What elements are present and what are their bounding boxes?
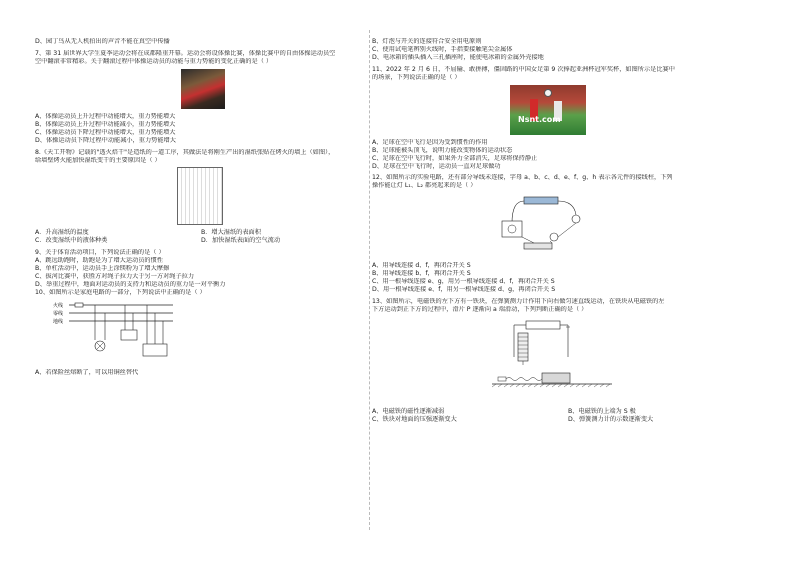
q13-option-c: C、铁块对地面的压强逐渐变大 <box>372 415 457 423</box>
q12-option-d: D、用一根导线连接 e、f，用另一根导线连接 d、g，再闭合开关 S <box>372 286 556 294</box>
ground-wire-label: 地线 <box>53 318 64 325</box>
q9-option-a: A、跳远助跑时，助跑是为了增大运动员的惯性 <box>35 257 163 265</box>
q10-option-d: D、电冰箱的插头插入三孔插座时，能使电冰箱的金属外壳接地 <box>372 53 544 61</box>
q11-option-a: A、足球在空中飞行是因为受到惯性的作用 <box>372 138 488 146</box>
q7-option-b: B、体操运动员上升过程中动能减小，重力势能增大 <box>35 120 176 128</box>
q11-soccer-photo <box>372 85 764 135</box>
q11-option-c: C、足球在空中飞行时，如果外力全部消失，足球将保持静止 <box>372 154 538 162</box>
right-column <box>372 38 764 424</box>
q11-option-b: B、足球能被头顶飞，说明力能改变物体的运动状态 <box>372 146 513 154</box>
q12-line-1: 12、如图所示的实验电路，还有部分导线未连接，字母 a、b、c、d、e、f、g、h 表示各元件的接线柱，下列 <box>372 174 673 182</box>
q13-options-row-2 <box>372 416 764 424</box>
q8-option-d: D．加快湿纸表面的空气流动 <box>201 237 281 245</box>
q13-option-b: B、电磁铁的上端为 S 极 <box>568 407 636 415</box>
q10-circuit-diagram <box>35 300 367 365</box>
q7-line-1: 7、第 31 届世界大学生夏季运动会将在成都隆重开幕。运动会将设体操比赛，体操比赛中的自由体操运动员空 <box>35 49 336 57</box>
q11-option-d: D、足球在空中飞行时，运动员一直对足球做功 <box>372 162 501 170</box>
column-divider <box>369 30 370 530</box>
q7-line-2: 空中翻滚非常精彩。关于翻滚过程中体操运动员的动能与重力势能的变化正确的是（ ） <box>35 57 273 65</box>
q7-gymnast-photo <box>35 69 367 109</box>
q9-title: 9、关于体育活动项目，下列说法正确的是（ ） <box>35 249 165 257</box>
q6-option-d: D、园丁鸟从无人机拍出的声音不能在真空中传播 <box>35 38 170 45</box>
q13-electromagnet-diagram <box>372 317 764 404</box>
q8-option-c: C．改变湿纸中的液体种类 <box>35 237 108 245</box>
q13-options-row-1 <box>372 408 764 416</box>
q7-option-c: C、体操运动员下降过程中动能增大，重力势能增大 <box>35 128 176 136</box>
q9-option-b: B、单杠活动中，运动员手上涂镁粉为了增大摩擦 <box>35 265 170 273</box>
q8-option-b: B．增大湿纸的表面积 <box>201 229 261 237</box>
q10-title: 10、如图所示是家庭电路的一部分，下列说法中正确的是（ ） <box>35 289 206 296</box>
electromagnet-svg <box>492 317 642 401</box>
q13-option-a: A、电磁铁的磁性逐渐减弱 <box>372 407 445 415</box>
q10-option-b: B、灯泡与开关的连接符合安全用电原则 <box>372 38 482 45</box>
q10-option-a: A、若保险丝熔断了，可以用铜丝替代 <box>35 368 139 376</box>
live-wire-label: 火线 <box>53 302 64 309</box>
q8-options-row-2 <box>35 237 367 245</box>
q13-option-d: D、弹簧测力计的示数逐渐变大 <box>568 415 654 423</box>
q12-option-a: A、用导线连接 d、f，再闭合开关 S <box>372 262 471 270</box>
soccer-ball-icon <box>544 89 552 97</box>
q8-illustration <box>35 167 367 225</box>
q11-line-2: 的场景，下列说法正确的是（ ） <box>372 73 461 81</box>
q9-option-d: D、举重过程中，地面对运动员的支持力和运动员的重力是一对平衡力 <box>35 281 226 289</box>
q12-option-c: C、用一根导线连接 e、g，用另一根导线连接 d、f，再闭合开关 S <box>372 278 555 286</box>
q7-option-a: A、体操运动员上升过程中动能增大，重力势能增大 <box>35 112 176 120</box>
q8-line-1: 8.《天工开物》记载的"透火焙干"是造纸的一道工序，其做法是将刚生产出的湿纸张贴在烤火的墙上（如图）， <box>35 148 335 156</box>
household-circuit-svg <box>35 300 175 362</box>
q12-line-2: 操作能让灯 L₁、L₂ 都亮起来的是（ ） <box>372 182 477 190</box>
photo-watermark: Nsnt.com <box>518 114 561 124</box>
q10-option-c: C、使用试电笔辨别火线时，手指要接触笔尖金属体 <box>372 45 513 53</box>
q11-line-1: 11、2022 年 2 月 6 日，不屈输、敢拼搏，僵固路的中国女足第 9 次捧起亚洲杯冠军奖杯，如图所示是比赛中 <box>372 65 675 73</box>
q9-option-c: C、拔河比赛中，获胜方对绳子拉力大于另一方对绳子拉力 <box>35 273 195 281</box>
q8-option-a: A．升高湿纸的温度 <box>35 229 89 237</box>
q13-line-1: 13、如图所示，电磁铁的左下方有一铁块，在弹簧测力计作用下向右做匀速直线运动，在铁块从电磁铁的左 <box>372 298 665 305</box>
lamp-circuit-svg <box>494 193 614 255</box>
q12-circuit-diagram <box>372 193 764 258</box>
q8-line-2: 给墙壁烤火能加快湿纸变干的主要原因是（ ） <box>35 156 161 164</box>
q13-line-2: 下方运动到正下方的过程中，滑片 P 逐渐向 a 端滑动，下列判断正确的是（ ） <box>372 305 588 313</box>
q12-option-b: B、用导线连接 b、f，再闭合开关 S <box>372 270 471 278</box>
q7-option-d: D、体操运动员下降过程中动能减小，重力势能增大 <box>35 136 176 144</box>
neutral-wire-label: 零线 <box>53 310 64 317</box>
left-column <box>35 38 367 377</box>
